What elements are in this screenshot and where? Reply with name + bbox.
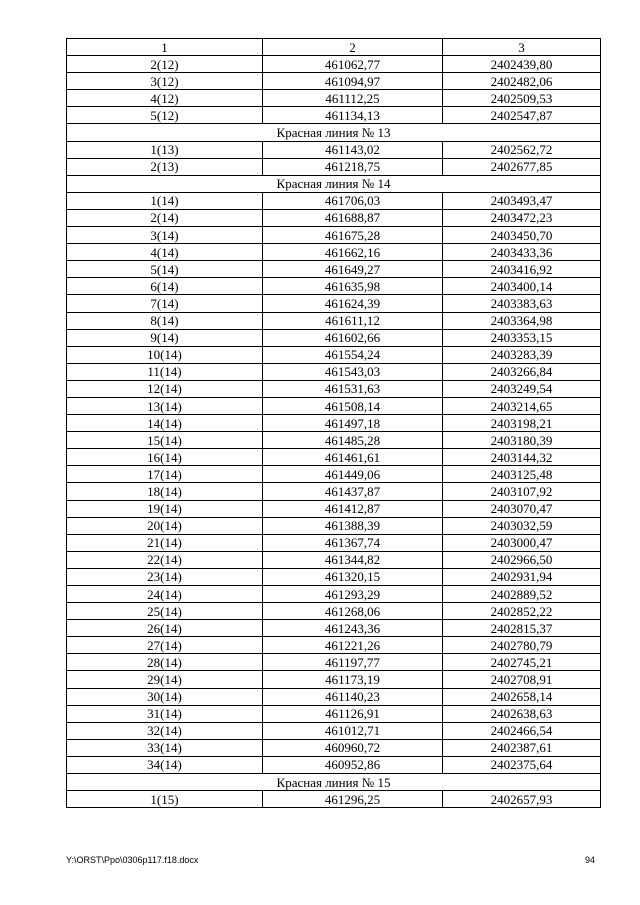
x-coordinate-cell: 461461,61 [263, 449, 443, 466]
point-id-cell: 23(14) [67, 568, 263, 585]
table-row [67, 312, 601, 329]
x-coordinate-cell: 461449,06 [263, 466, 443, 483]
y-coordinate-cell: 2403266,84 [443, 363, 601, 380]
y-coordinate-cell: 2403214,65 [443, 397, 601, 414]
x-coordinate-cell: 461437,87 [263, 483, 443, 500]
point-id-cell: 34(14) [67, 756, 263, 773]
point-id-cell: 2(13) [67, 158, 263, 175]
y-coordinate-cell: 2403353,15 [443, 329, 601, 346]
header-cell-2: 2 [263, 39, 443, 56]
x-coordinate-cell: 461094,97 [263, 73, 443, 90]
x-coordinate-cell: 461134,13 [263, 107, 443, 124]
x-coordinate-cell: 461293,29 [263, 586, 443, 603]
table-row [67, 620, 601, 637]
point-id-cell: 17(14) [67, 466, 263, 483]
x-coordinate-cell: 461662,16 [263, 244, 443, 261]
table-row [67, 586, 601, 603]
y-coordinate-cell: 2402387,61 [443, 739, 601, 756]
x-coordinate-cell: 461675,28 [263, 227, 443, 244]
y-coordinate-cell: 2402815,37 [443, 620, 601, 637]
x-coordinate-cell: 461706,03 [263, 192, 443, 209]
table-header-row [67, 39, 601, 56]
point-id-cell: 26(14) [67, 620, 263, 637]
header-cell-1: 1 [67, 39, 263, 56]
y-coordinate-cell: 2403383,63 [443, 295, 601, 312]
y-coordinate-cell: 2402562,72 [443, 141, 601, 158]
point-id-cell: 12(14) [67, 380, 263, 397]
x-coordinate-cell: 461344,82 [263, 551, 443, 568]
table-row [67, 671, 601, 688]
table-row [67, 466, 601, 483]
table-row [67, 483, 601, 500]
x-coordinate-cell: 461508,14 [263, 397, 443, 414]
table-row [67, 244, 601, 261]
y-coordinate-cell: 2403283,39 [443, 346, 601, 363]
table-row [67, 56, 601, 73]
section-heading-row [67, 175, 601, 192]
table-row [67, 654, 601, 671]
x-coordinate-cell: 461218,75 [263, 158, 443, 175]
x-coordinate-cell: 461296,25 [263, 791, 443, 808]
table-row [67, 90, 601, 107]
point-id-cell: 2(12) [67, 56, 263, 73]
point-id-cell: 4(12) [67, 90, 263, 107]
point-id-cell: 1(13) [67, 141, 263, 158]
y-coordinate-cell: 2403416,92 [443, 261, 601, 278]
y-coordinate-cell: 2402966,50 [443, 551, 601, 568]
section-heading: Красная линия № 15 [67, 774, 601, 791]
section-heading-row [67, 124, 601, 141]
point-id-cell: 14(14) [67, 415, 263, 432]
y-coordinate-cell: 2402547,87 [443, 107, 601, 124]
x-coordinate-cell: 461611,12 [263, 312, 443, 329]
point-id-cell: 29(14) [67, 671, 263, 688]
y-coordinate-cell: 2402657,93 [443, 791, 601, 808]
x-coordinate-cell: 461140,23 [263, 688, 443, 705]
table-row [67, 739, 601, 756]
y-coordinate-cell: 2403433,36 [443, 244, 601, 261]
x-coordinate-cell: 461688,87 [263, 209, 443, 226]
point-id-cell: 1(15) [67, 791, 263, 808]
point-id-cell: 11(14) [67, 363, 263, 380]
y-coordinate-cell: 2402708,91 [443, 671, 601, 688]
table-row [67, 722, 601, 739]
point-id-cell: 33(14) [67, 739, 263, 756]
y-coordinate-cell: 2403000,47 [443, 534, 601, 551]
table-row [67, 158, 601, 175]
section-heading: Красная линия № 14 [67, 175, 601, 192]
point-id-cell: 25(14) [67, 603, 263, 620]
x-coordinate-cell: 461062,77 [263, 56, 443, 73]
x-coordinate-cell: 461554,24 [263, 346, 443, 363]
x-coordinate-cell: 461012,71 [263, 722, 443, 739]
x-coordinate-cell: 461367,74 [263, 534, 443, 551]
point-id-cell: 16(14) [67, 449, 263, 466]
table-row [67, 380, 601, 397]
x-coordinate-cell: 461320,15 [263, 568, 443, 585]
point-id-cell: 19(14) [67, 500, 263, 517]
table-row [67, 346, 601, 363]
table-row [67, 603, 601, 620]
point-id-cell: 6(14) [67, 278, 263, 295]
point-id-cell: 9(14) [67, 329, 263, 346]
x-coordinate-cell: 461497,18 [263, 415, 443, 432]
point-id-cell: 28(14) [67, 654, 263, 671]
y-coordinate-cell: 2402852,22 [443, 603, 601, 620]
footer-file-path: Y:\ORST\Ppo\0306p117.f18.docx [66, 855, 199, 865]
table-row [67, 500, 601, 517]
point-id-cell: 5(12) [67, 107, 263, 124]
table-row [67, 261, 601, 278]
point-id-cell: 20(14) [67, 517, 263, 534]
x-coordinate-cell: 461388,39 [263, 517, 443, 534]
x-coordinate-cell: 461635,98 [263, 278, 443, 295]
x-coordinate-cell: 461112,25 [263, 90, 443, 107]
y-coordinate-cell: 2403125,48 [443, 466, 601, 483]
y-coordinate-cell: 2402482,06 [443, 73, 601, 90]
point-id-cell: 30(14) [67, 688, 263, 705]
y-coordinate-cell: 2403144,32 [443, 449, 601, 466]
point-id-cell: 5(14) [67, 261, 263, 278]
y-coordinate-cell: 2403472,23 [443, 209, 601, 226]
x-coordinate-cell: 461649,27 [263, 261, 443, 278]
table-row [67, 432, 601, 449]
y-coordinate-cell: 2403400,14 [443, 278, 601, 295]
y-coordinate-cell: 2402745,21 [443, 654, 601, 671]
point-id-cell: 32(14) [67, 722, 263, 739]
table-row [67, 449, 601, 466]
table-row [67, 756, 601, 773]
table-row [67, 209, 601, 226]
table-row [67, 791, 601, 808]
table-row [67, 397, 601, 414]
x-coordinate-cell: 461243,36 [263, 620, 443, 637]
table-row [67, 363, 601, 380]
table-row [67, 517, 601, 534]
point-id-cell: 10(14) [67, 346, 263, 363]
point-id-cell: 3(14) [67, 227, 263, 244]
table-row [67, 551, 601, 568]
y-coordinate-cell: 2403493,47 [443, 192, 601, 209]
table-row [67, 534, 601, 551]
point-id-cell: 8(14) [67, 312, 263, 329]
section-heading: Красная линия № 13 [67, 124, 601, 141]
y-coordinate-cell: 2402889,52 [443, 586, 601, 603]
y-coordinate-cell: 2403198,21 [443, 415, 601, 432]
table-row [67, 227, 601, 244]
point-id-cell: 1(14) [67, 192, 263, 209]
table-row [67, 278, 601, 295]
x-coordinate-cell: 461126,91 [263, 705, 443, 722]
coordinates-table [66, 38, 601, 808]
y-coordinate-cell: 2402466,54 [443, 722, 601, 739]
y-coordinate-cell: 2403450,70 [443, 227, 601, 244]
table-row [67, 141, 601, 158]
point-id-cell: 18(14) [67, 483, 263, 500]
x-coordinate-cell: 460960,72 [263, 739, 443, 756]
point-id-cell: 4(14) [67, 244, 263, 261]
y-coordinate-cell: 2403032,59 [443, 517, 601, 534]
point-id-cell: 2(14) [67, 209, 263, 226]
header-cell-3: 3 [443, 39, 601, 56]
section-heading-row [67, 774, 601, 791]
y-coordinate-cell: 2403364,98 [443, 312, 601, 329]
y-coordinate-cell: 2402677,85 [443, 158, 601, 175]
point-id-cell: 13(14) [67, 397, 263, 414]
x-coordinate-cell: 461543,03 [263, 363, 443, 380]
table-row [67, 329, 601, 346]
y-coordinate-cell: 2403249,54 [443, 380, 601, 397]
x-coordinate-cell: 461624,39 [263, 295, 443, 312]
x-coordinate-cell: 461531,63 [263, 380, 443, 397]
table-row [67, 295, 601, 312]
point-id-cell: 22(14) [67, 551, 263, 568]
table-row [67, 73, 601, 90]
x-coordinate-cell: 461221,26 [263, 637, 443, 654]
y-coordinate-cell: 2403070,47 [443, 500, 601, 517]
point-id-cell: 24(14) [67, 586, 263, 603]
page-number: 94 [585, 855, 596, 865]
y-coordinate-cell: 2402931,94 [443, 568, 601, 585]
x-coordinate-cell: 461173,19 [263, 671, 443, 688]
x-coordinate-cell: 461602,66 [263, 329, 443, 346]
x-coordinate-cell: 461485,28 [263, 432, 443, 449]
table-row [67, 705, 601, 722]
x-coordinate-cell: 461268,06 [263, 603, 443, 620]
x-coordinate-cell: 461143,02 [263, 141, 443, 158]
x-coordinate-cell: 460952,86 [263, 756, 443, 773]
table-row [67, 192, 601, 209]
y-coordinate-cell: 2402375,64 [443, 756, 601, 773]
point-id-cell: 15(14) [67, 432, 263, 449]
y-coordinate-cell: 2402780,79 [443, 637, 601, 654]
table-row [67, 568, 601, 585]
x-coordinate-cell: 461197,77 [263, 654, 443, 671]
y-coordinate-cell: 2402638,63 [443, 705, 601, 722]
table-row [67, 415, 601, 432]
table-row [67, 688, 601, 705]
point-id-cell: 21(14) [67, 534, 263, 551]
point-id-cell: 3(12) [67, 73, 263, 90]
table-row [67, 107, 601, 124]
y-coordinate-cell: 2403107,92 [443, 483, 601, 500]
point-id-cell: 27(14) [67, 637, 263, 654]
table-row [67, 637, 601, 654]
x-coordinate-cell: 461412,87 [263, 500, 443, 517]
y-coordinate-cell: 2402658,14 [443, 688, 601, 705]
point-id-cell: 31(14) [67, 705, 263, 722]
y-coordinate-cell: 2402509,53 [443, 90, 601, 107]
y-coordinate-cell: 2403180,39 [443, 432, 601, 449]
point-id-cell: 7(14) [67, 295, 263, 312]
y-coordinate-cell: 2402439,80 [443, 56, 601, 73]
